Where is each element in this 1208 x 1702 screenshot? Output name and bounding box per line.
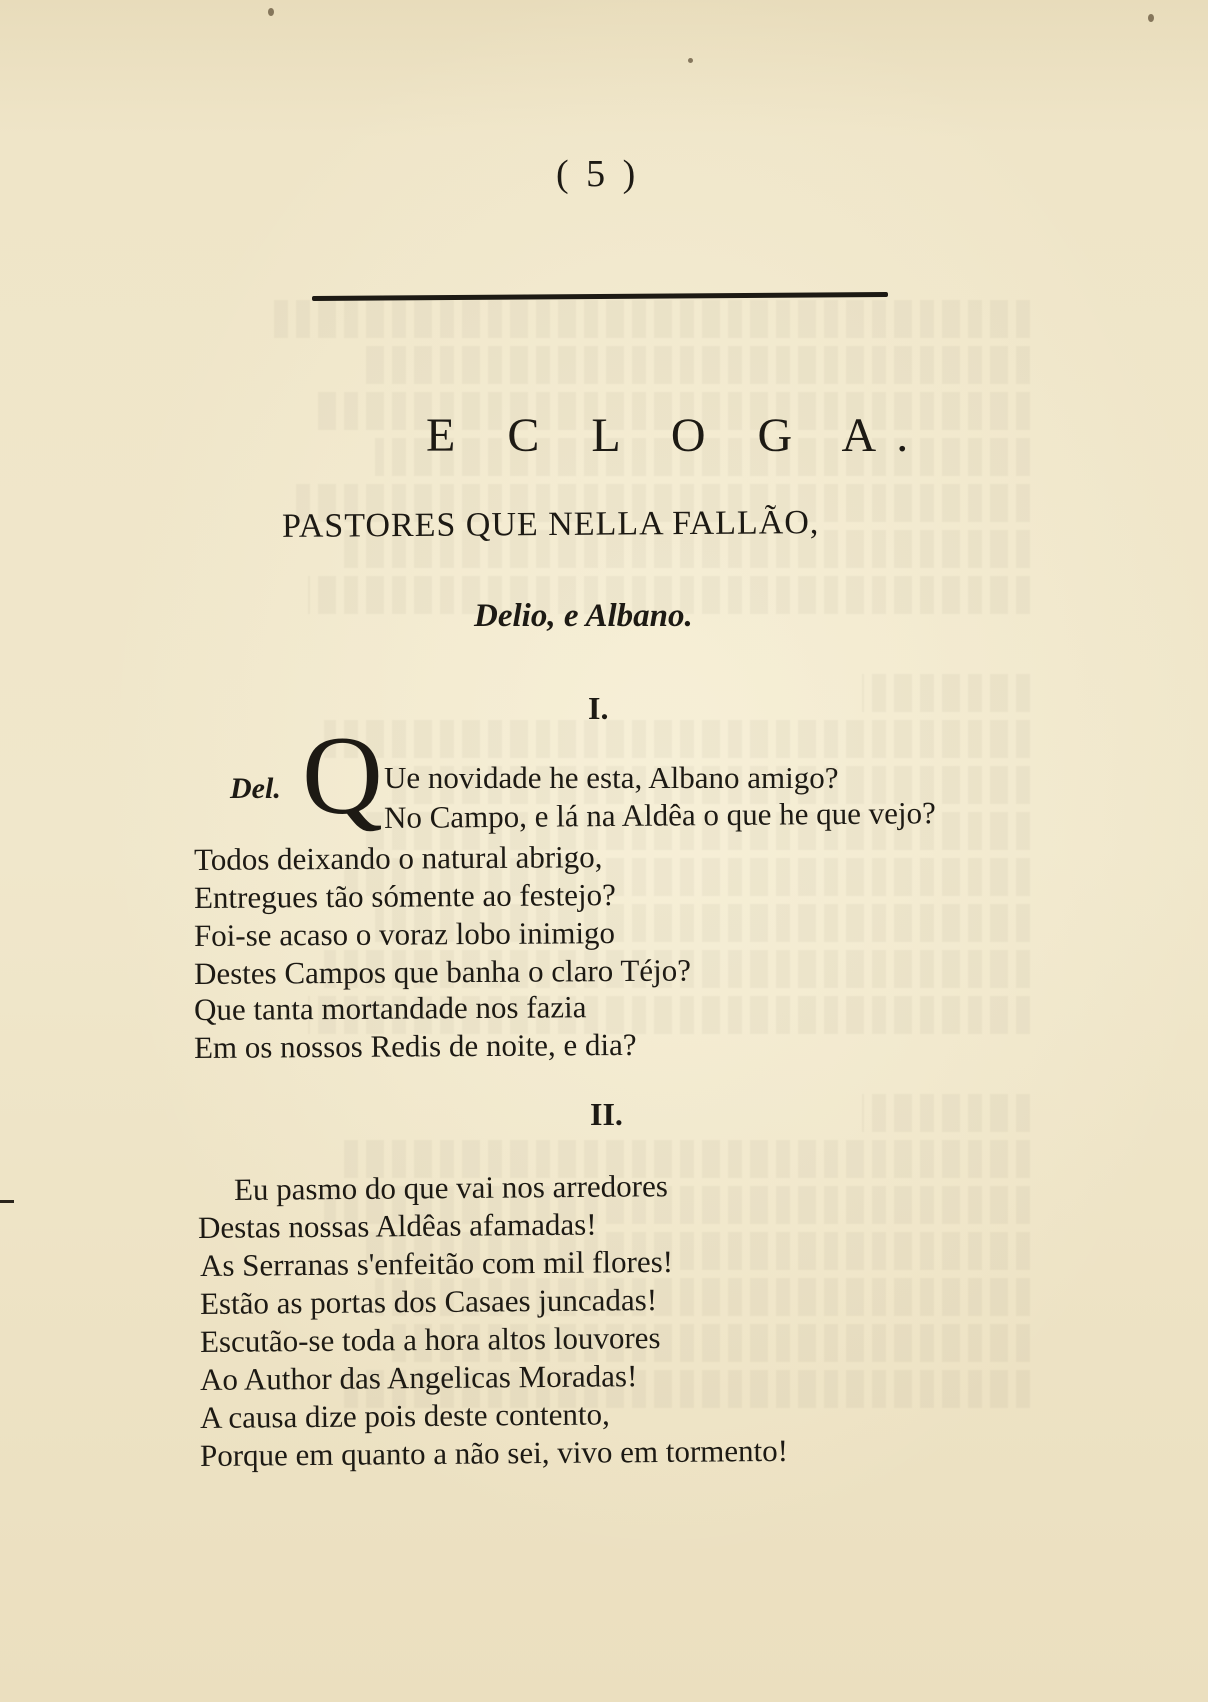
paper-speck	[1148, 14, 1154, 22]
verse-line: Porque em quanto a não sei, vivo em tormento!	[199, 1432, 789, 1473]
verse-line: Destes Campos que banha o claro Téjo?	[193, 952, 692, 991]
verse-line: Todos deixando o natural abrigo,	[193, 839, 603, 877]
paper-speck	[268, 8, 274, 16]
subtitle: PASTORES QUE NELLA FALLÃO,	[281, 504, 820, 545]
verse-line: Destas nossas Aldêas afamadas!	[197, 1206, 597, 1245]
verse-line: A causa dize pois deste contento,	[199, 1396, 610, 1435]
verse-line: Que tanta mortandade nos fazia	[193, 989, 587, 1027]
verse-line: Estão as portas dos Casaes juncadas!	[199, 1282, 658, 1321]
verse-line: Eu pasmo do que vai nos arredores	[233, 1168, 669, 1207]
page-title: E C L O G A.	[426, 409, 929, 462]
stanza-number-1: I.	[588, 690, 609, 726]
verse-line: Em os nossos Redis de noite, e dia?	[193, 1026, 637, 1065]
paper-speck	[688, 58, 693, 63]
verse-line: Ao Author das Angelicas Moradas!	[199, 1358, 638, 1397]
verse-line: As Serranas s'enfeitão com mil flores!	[199, 1243, 674, 1283]
stanza-number-2: II.	[590, 1096, 623, 1132]
edge-mark	[0, 1200, 14, 1203]
verse-line: Foi-se acaso o voraz lobo inimigo	[193, 915, 616, 953]
verse-line: Ue novidade he esta, Albano amigo?	[384, 760, 839, 795]
verse-line: Escutão-se toda a hora altos louvores	[199, 1319, 661, 1359]
speakers-line: Delio, e Albano.	[474, 598, 693, 634]
page-number: ( 5 )	[556, 153, 640, 195]
speaker-tag: Del.	[230, 772, 281, 805]
drop-cap: Q	[302, 714, 383, 838]
verse-line: Entregues tão sómente ao festejo?	[193, 877, 616, 915]
verse-line: No Campo, e lá na Aldêa o que he que vejo?	[383, 795, 936, 835]
header-rule	[312, 292, 888, 301]
